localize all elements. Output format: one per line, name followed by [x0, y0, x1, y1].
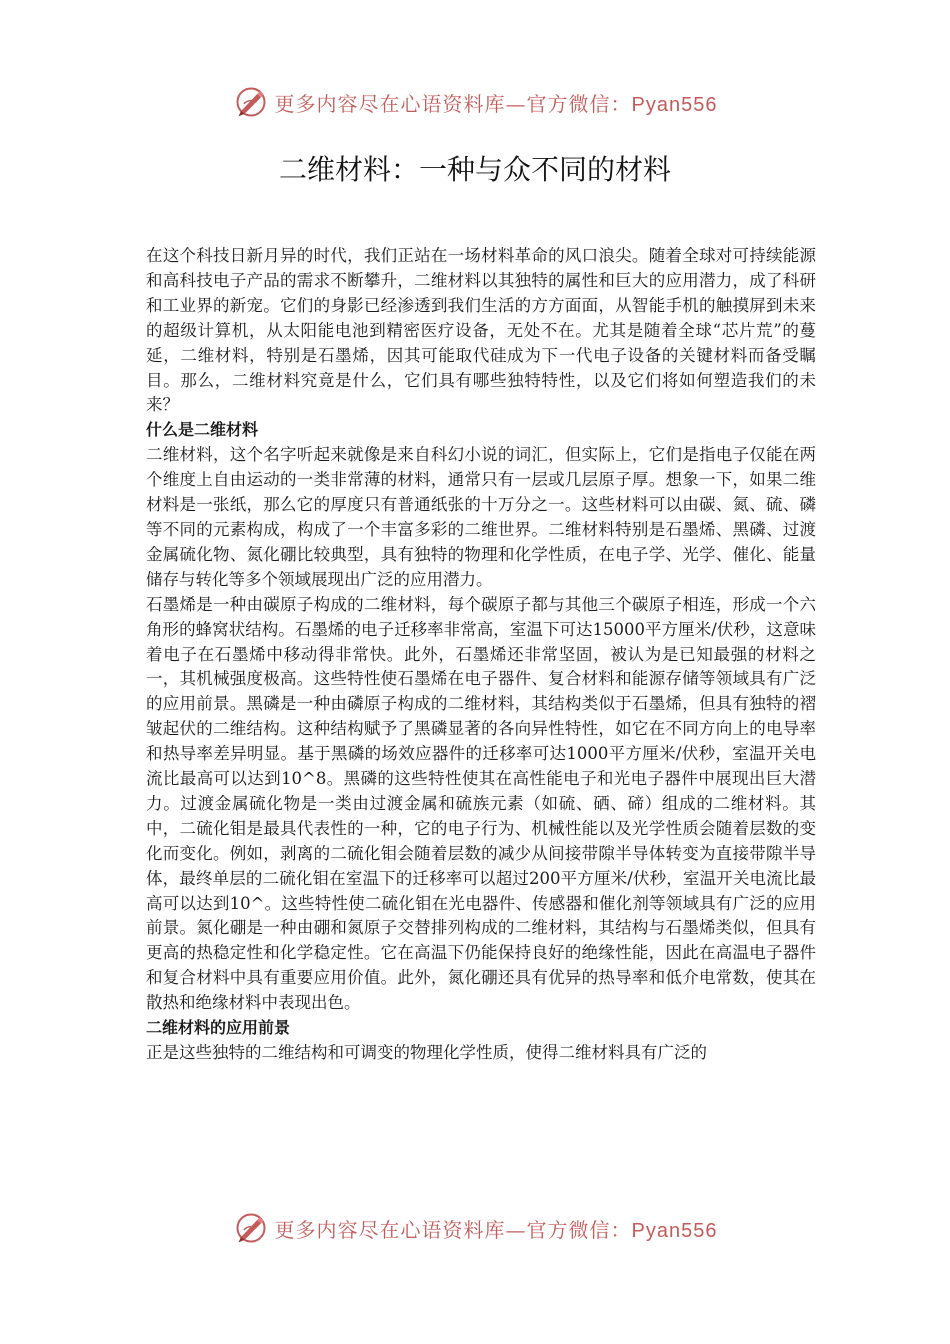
- header-banner: [0, 82, 950, 122]
- article-body: [146, 244, 816, 1066]
- page-title: 二维材料：一种与众不同的材料: [278, 153, 671, 186]
- body-paragraph: 二维材料，这个名字听起来就像是来自科幻小说的词汇，但实际上，它们是指电子仅能在两个维度上自由运动的一类非常薄的材料，通常只有一层或几层原子厚。想象一下，如果二维材料是一张纸，那么它的厚度只有普通纸张的十万分之一。这些材料可以由碳、氮、硫、磷等不同的元素构成，构成了一个丰富多彩的二维世界。二维材料特别是石墨烯、黑磷、过渡金属硫化物、氮化硼比较典型，具有独特的物理和化学性质，在电子学、光学、催化、能量储存与转化等多个领域展现出广泛的应用潜力。: [146, 445, 816, 589]
- banner-text: 更多内容尽在心语资料库—官方微信：Pyan556: [274, 91, 718, 116]
- body-paragraph: 石墨烯是一种由碳原子构成的二维材料，每个碳原子都与其他三个碳原子相连，形成一个六角形的蜂窝状结构。石墨烯的电子迁移率非常高，室温下可达15000平方厘米/伏秒，这意味着电子在石墨烯中移动得非常快。此外，石墨烯还非常坚固，被认为是已知最强的材料之一，其机械强度极高。这些特性使石墨烯在电子器件、复合材料和能源存储等领域具有广泛的应用前景。黑磷是一种由磷原子构成的二维材料，其结构类似于石墨烯，但具有独特的褶皱起伏的二维结构。这种结构赋予了黑磷显著的各向异性特性，如它在不同方向上的电导率和热导率差异明显。基于黑磷的场效应器件的迁移率可达1000平方厘米/伏秒，室温开关电流比最高可以达到10^8。黑磷的这些特性使其在高性能电子和光电子器件中展现出巨大潜力。过渡金属硫化物是一类由过渡金属和硫族元素（如硫、硒、碲）组成的二维材料。其中，二硫化钼是最具代表性的一种，它的电子行为、机械性能以及光学性质会随着层数的变化而变化。例如，剥离的二硫化钼会随着层数的减少从间接带隙半导体转变为直接带隙半导体，最终单层的二硫化钼在室温下的迁移率可以超过200平方厘米/伏秒，室温开关电流比最高可以达到10^。这些特性使二硫化钼在光电器件、传感器和催化剂等领域具有广泛的应用前景。氮化硼是一种由硼和氮原子交替排列构成的二维材料，其结构与石墨烯类似，但具有更高的热稳定性和化学稳定性。它在高温下仍能保持良好的绝缘性能，因此在高温电子器件和复合材料中具有重要应用价值。此外，氮化硼还具有优异的热导率和低介电常数，使其在散热和绝缘材料中表现出色。: [146, 594, 816, 1013]
- banner-text: 更多内容尽在心语资料库—官方微信：Pyan556: [274, 1217, 718, 1242]
- body-paragraph: 正是这些独特的二维结构和可调变的物理化学性质，使得二维材料具有广泛的: [146, 1043, 707, 1062]
- section-heading: 二维材料的应用前景: [146, 1018, 291, 1038]
- pen-logo-icon: [233, 84, 269, 120]
- pen-logo-icon: [233, 1210, 269, 1246]
- intro-paragraph: 在这个科技日新月异的时代，我们正站在一场材料革命的风口浪尖。随着全球对可持续能源和高科技电子产品的需求不断攀升，二维材料以其独特的属性和巨大的应用潜力，成了科研和工业界的新宠。它们的身影已经渗透到我们生活的方方面面，从智能手机的触摸屏到未来的超级计算机，从太阳能电池到精密医疗设备，无处不在。尤其是随着全球“芯片荒”的蔓延，二维材料，特别是石墨烯，因其可能取代硅成为下一代电子设备的关键材料而备受瞩目。那么，二维材料究竟是什么，它们具有哪些独特特性，以及它们将如何塑造我们的未来？: [146, 246, 816, 415]
- footer-banner: [0, 1208, 950, 1248]
- section-heading: 什么是二维材料: [146, 420, 259, 440]
